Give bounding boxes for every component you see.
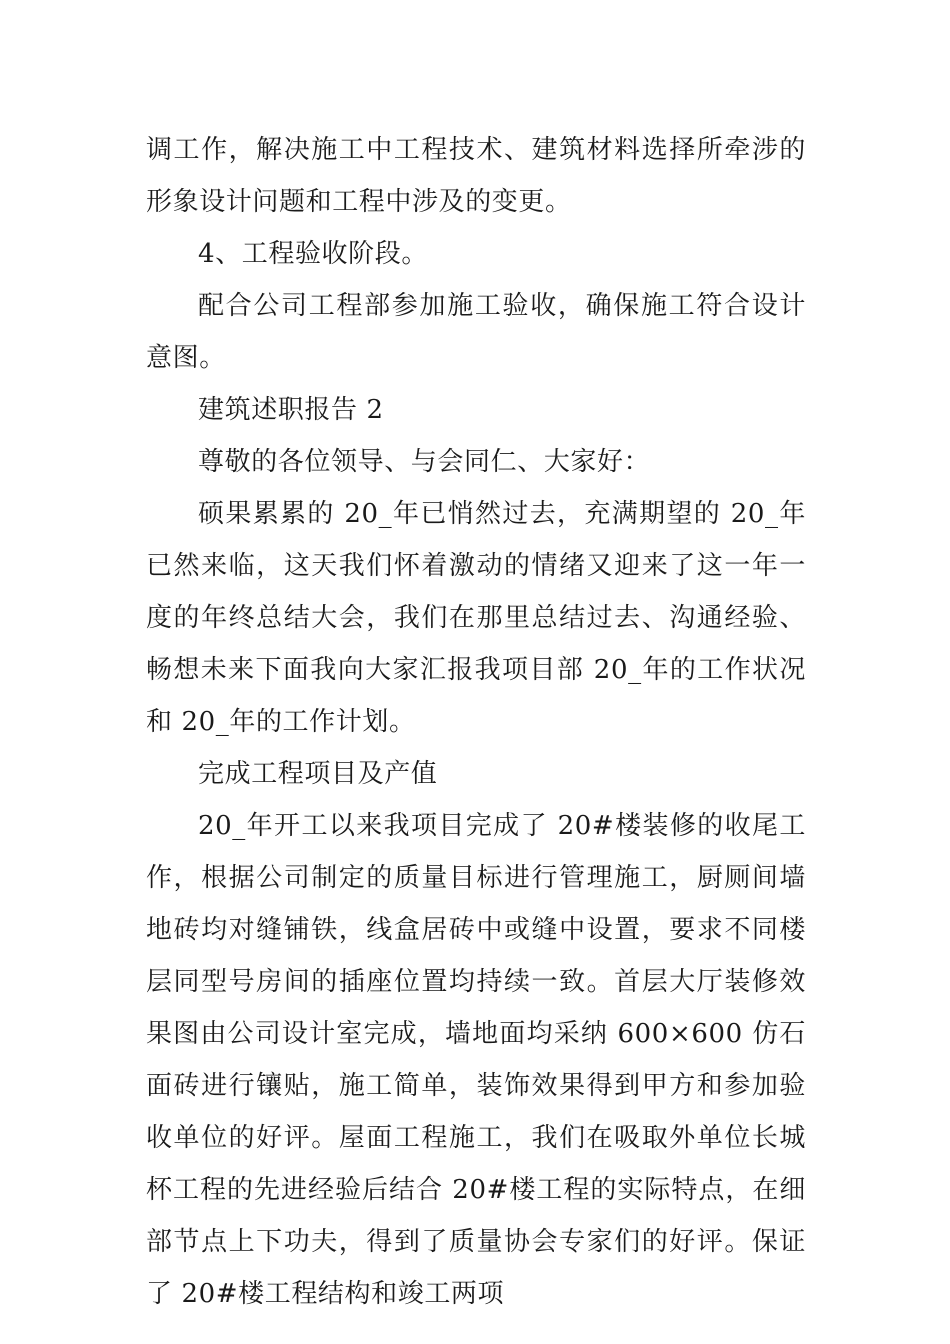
report-title: 建筑述职报告 2 bbox=[198, 395, 384, 425]
paragraph-acceptance: 配合公司工程部参加施工验收，确保施工符合设计意图。 bbox=[146, 291, 806, 373]
document-body bbox=[146, 124, 806, 1320]
section-heading-projects: 完成工程项目及产值 bbox=[198, 759, 438, 789]
paragraph-continuation: 调工作，解决施工中工程技术、建筑材料选择所牵涉的形象设计问题和工程中涉及的变更。 bbox=[146, 135, 806, 217]
paragraph-projects: 20_年开工以来我项目完成了 20#楼装修的收尾工作，根据公司制定的质量目标进行管理施工，厨厕间墙地砖均对缝铺铁，线盒居砖中或缝中设置，要求不同楼层同型号房间的插座位置均持续一致。首层大厅装修效果图由公司设计室完成，墙地面均采纳 600×600 仿石面砖进行镶贴，施工简单，装饰效果得到甲方和参加验收单位的好评。屋面工程施工，我们在吸取外单位长城杯工程的先进经验后结合 20#楼工程的实际特点，在细部节点上下功夫，得到了质量协会专家们的好评。保证了 20#楼工程结构和竣工两项 bbox=[146, 811, 806, 1309]
paragraph-introduction: 硕果累累的 20_年已悄然过去，充满期望的 20_年已然来临，这天我们怀着激动的情绪又迎来了这一年一度的年终总结大会，我们在那里总结过去、沟通经验、畅想未来下面我向大家汇报我项目部 20_年的工作状况和 20_年的工作计划。 bbox=[146, 499, 806, 737]
greeting: 尊敬的各位领导、与会同仁、大家好： bbox=[198, 447, 651, 477]
section-heading-acceptance: 4、工程验收阶段。 bbox=[198, 239, 428, 269]
